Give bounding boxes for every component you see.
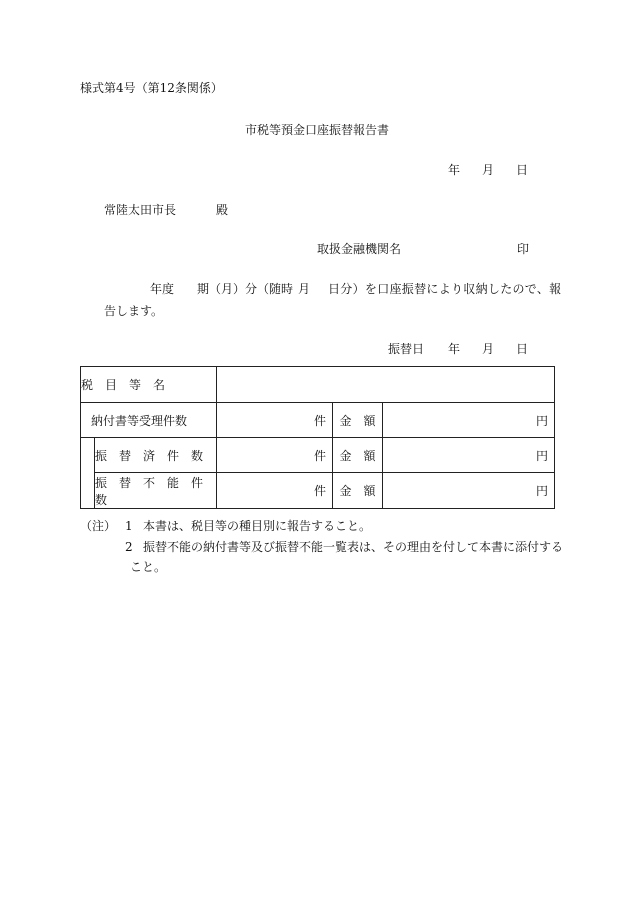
amount-cell[interactable]: 円	[383, 403, 555, 438]
notes-label: （注）	[80, 519, 117, 533]
amount-cell[interactable]: 円	[383, 438, 555, 473]
body-text: 日分）を口座振替により収納したので、報	[328, 282, 562, 296]
note-number: 2	[125, 540, 133, 554]
count-cell[interactable]: 件	[217, 403, 333, 438]
form-number: 様式第4号（第12条関係）	[80, 81, 223, 95]
seal-label: 印	[517, 242, 530, 256]
note-number: 1	[125, 519, 133, 533]
amount-label: 金 額	[333, 438, 383, 473]
table-row	[81, 438, 555, 473]
note-text-continued: こと。	[130, 560, 167, 574]
note-text: 本書は、税目等の種目別に報告すること。	[143, 519, 372, 533]
count-cell[interactable]: 件	[217, 438, 333, 473]
indent-spacer	[81, 438, 95, 473]
note-text: 振替不能の納付書等及び振替不能一覧表は、その理由を付して本書に添付する	[143, 540, 564, 554]
row-label: 納付書等受理件数	[81, 403, 217, 438]
addressee-name: 常陸太田市長	[104, 203, 177, 217]
amount-cell[interactable]: 円	[383, 473, 555, 509]
count-cell[interactable]: 件	[217, 473, 333, 509]
bank-label: 取扱金融機関名	[317, 242, 402, 256]
transfer-date-label: 振替日	[388, 342, 425, 356]
document-title: 市税等預金口座振替報告書	[245, 123, 390, 137]
row-label: 振 替 済 件 数	[95, 438, 217, 473]
indent-spacer	[81, 473, 95, 509]
amount-label: 金 額	[333, 403, 383, 438]
tax-item-label: 税 目 等 名	[81, 367, 217, 403]
table-row	[81, 403, 555, 438]
table-row-tax-item	[81, 367, 555, 403]
table-row	[81, 473, 555, 509]
tax-item-value[interactable]	[217, 367, 555, 403]
transfer-date-year: 年	[448, 342, 461, 356]
date-month: 月	[482, 163, 495, 177]
transfer-date-day: 日	[516, 342, 529, 356]
date-day: 日	[516, 163, 529, 177]
report-table	[80, 366, 555, 509]
body-year: 年度	[150, 282, 175, 296]
body-month: 月	[298, 282, 311, 296]
amount-label: 金 額	[333, 473, 383, 509]
body-period: 期（月）分（随時	[197, 282, 294, 296]
date-year: 年	[448, 163, 461, 177]
addressee-honorific: 殿	[216, 203, 229, 217]
row-label: 振 替 不 能 件 数	[95, 473, 217, 509]
transfer-date-month: 月	[482, 342, 495, 356]
body-line2: 告します。	[104, 304, 164, 318]
